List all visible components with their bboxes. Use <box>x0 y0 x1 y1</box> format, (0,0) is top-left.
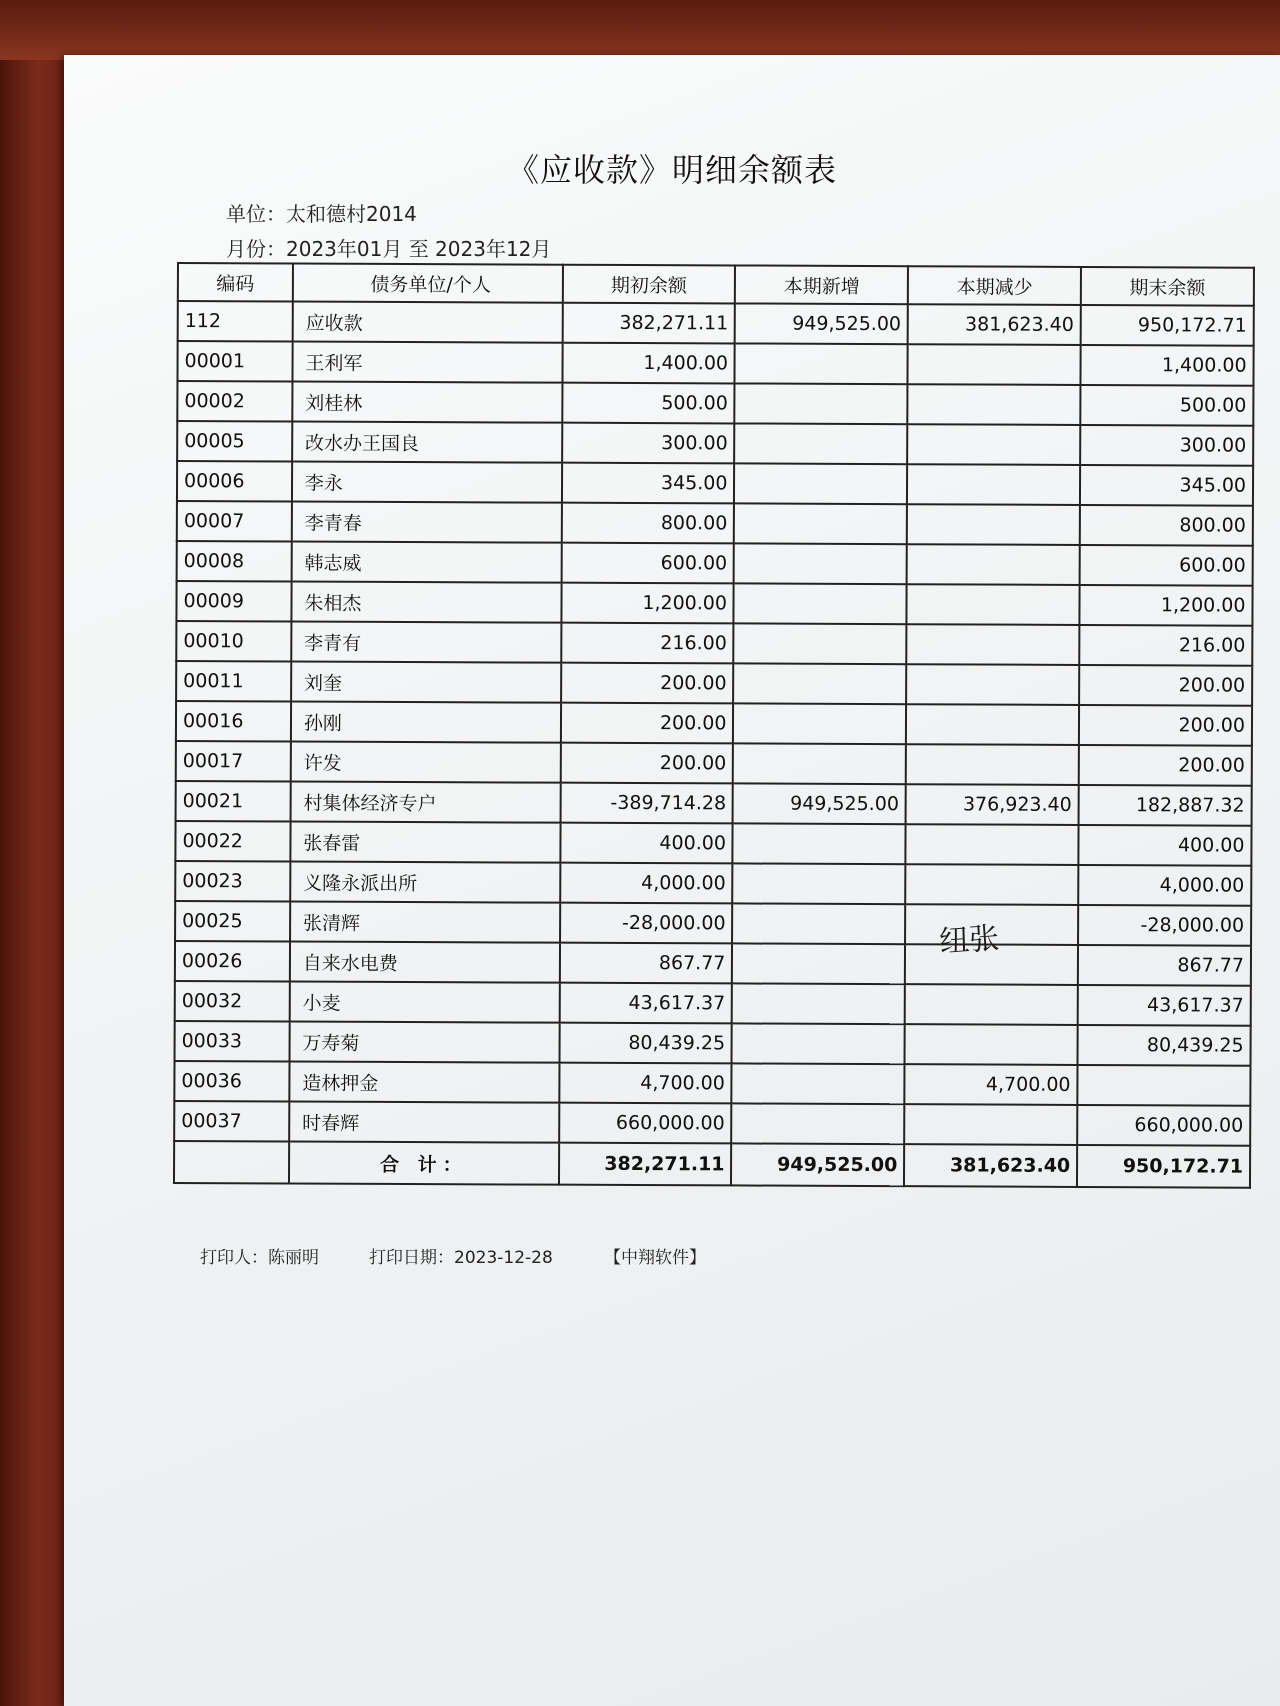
row-end: 345.00 <box>1080 465 1253 506</box>
row-add: 949,525.00 <box>735 303 908 344</box>
row-code: 00010 <box>176 621 291 662</box>
row-name: 许发 <box>291 742 561 783</box>
row-name: 孙刚 <box>291 702 561 743</box>
row-code: 00036 <box>174 1061 289 1102</box>
row-code: 00032 <box>175 981 290 1022</box>
row-code: 00008 <box>177 541 292 582</box>
table-row <box>176 701 1252 746</box>
row-end: 600.00 <box>1080 545 1253 586</box>
row-end: 400.00 <box>1079 825 1252 866</box>
row-sub <box>907 504 1080 545</box>
total-label: 合 计： <box>289 1141 559 1184</box>
row-begin: 382,271.11 <box>562 303 735 344</box>
wood-desk-left <box>0 0 64 1706</box>
table-row <box>175 901 1251 946</box>
row-add <box>732 943 905 984</box>
table-row <box>177 341 1253 386</box>
row-begin: 200.00 <box>560 743 733 784</box>
row-name: 朱相杰 <box>291 582 561 623</box>
row-code: 00017 <box>176 741 291 782</box>
row-end: 43,617.37 <box>1078 985 1251 1026</box>
row-code: 112 <box>178 301 293 342</box>
row-end: 200.00 <box>1079 705 1252 746</box>
row-sub <box>905 1024 1078 1065</box>
table-row <box>178 301 1254 346</box>
total-sub: 381,623.40 <box>904 1144 1077 1187</box>
row-begin: 1,200.00 <box>561 583 734 624</box>
total-end: 950,172.71 <box>1077 1145 1250 1188</box>
row-begin: 200.00 <box>561 703 734 744</box>
table-row <box>176 621 1252 666</box>
row-sub <box>907 464 1080 505</box>
table-row <box>175 1021 1251 1066</box>
row-end: 950,172.71 <box>1081 305 1254 346</box>
row-code: 00007 <box>177 501 292 542</box>
table-row <box>177 541 1253 586</box>
row-name: 王利军 <box>292 342 562 383</box>
row-sub <box>908 344 1081 385</box>
row-name: 张春雷 <box>290 822 560 863</box>
row-begin: -28,000.00 <box>560 903 733 944</box>
table-row <box>175 821 1251 866</box>
row-name: 刘奎 <box>291 662 561 703</box>
wood-desk-top <box>0 0 1280 60</box>
row-add <box>733 743 906 784</box>
table-header-row <box>178 263 1254 306</box>
row-sub <box>905 984 1078 1025</box>
row-sub <box>907 584 1080 625</box>
row-add <box>735 423 908 464</box>
row-code: 00026 <box>175 941 290 982</box>
row-sub <box>908 384 1081 425</box>
table-row <box>174 1061 1250 1106</box>
header-end-balance: 期末余额 <box>1081 267 1254 306</box>
row-code: 00023 <box>175 861 290 902</box>
row-begin: 216.00 <box>561 623 734 664</box>
total-row <box>174 1141 1250 1188</box>
row-add <box>734 663 907 704</box>
row-name: 村集体经济专户 <box>290 782 560 823</box>
row-name: 小麦 <box>290 981 560 1022</box>
row-name: 张清辉 <box>290 901 560 942</box>
table-row <box>175 941 1251 986</box>
table-row <box>176 781 1252 826</box>
row-add <box>735 343 908 384</box>
row-name: 刘桂林 <box>292 382 562 423</box>
row-sub <box>907 544 1080 585</box>
total-begin: 382,271.11 <box>559 1143 732 1186</box>
row-code: 00001 <box>177 341 292 382</box>
row-code: 00011 <box>176 661 291 702</box>
table-row <box>177 421 1253 466</box>
row-code: 00016 <box>176 701 291 742</box>
row-name: 李永 <box>292 462 562 503</box>
row-end: -28,000.00 <box>1078 905 1251 946</box>
header-begin-balance: 期初余额 <box>562 265 735 304</box>
total-add: 949,525.00 <box>731 1143 904 1186</box>
row-code: 00009 <box>176 581 291 622</box>
row-name: 韩志威 <box>291 542 561 583</box>
row-begin: 200.00 <box>561 663 734 704</box>
row-code: 00033 <box>175 1021 290 1062</box>
row-begin: 1,400.00 <box>562 343 735 384</box>
row-begin: 500.00 <box>562 383 735 424</box>
row-add <box>734 623 907 664</box>
row-begin: 345.00 <box>562 463 735 504</box>
row-code: 00006 <box>177 461 292 502</box>
row-add <box>732 1023 905 1064</box>
row-begin: 800.00 <box>561 503 734 544</box>
row-code: 00037 <box>174 1101 289 1142</box>
table-row <box>174 1101 1250 1146</box>
row-end: 4,000.00 <box>1078 865 1251 906</box>
footer-print-date: 打印日期：2023-12-28 <box>369 1248 553 1268</box>
header-debtor: 债务单位/个人 <box>293 264 563 303</box>
row-code: 00002 <box>177 381 292 422</box>
row-sub <box>906 824 1079 865</box>
header-period-sub: 本期减少 <box>908 266 1081 305</box>
row-add <box>734 583 907 624</box>
row-add <box>734 503 907 544</box>
table-row <box>175 981 1251 1026</box>
row-end: 1,200.00 <box>1080 585 1253 626</box>
row-end: 867.77 <box>1078 945 1251 986</box>
row-begin: 400.00 <box>560 823 733 864</box>
table-row <box>176 741 1252 786</box>
row-end: 200.00 <box>1079 745 1252 786</box>
row-sub <box>906 704 1079 745</box>
table-row <box>177 381 1253 426</box>
row-begin: 300.00 <box>562 423 735 464</box>
row-end: 500.00 <box>1080 385 1253 426</box>
row-add <box>733 703 906 744</box>
handwritten-signature: 纽张 <box>938 920 1001 961</box>
row-name: 李青有 <box>291 622 561 663</box>
row-begin: 867.77 <box>559 943 732 984</box>
row-add <box>734 543 907 584</box>
row-code: 00021 <box>176 781 291 822</box>
row-add <box>733 903 906 944</box>
row-end: 182,887.32 <box>1079 785 1252 826</box>
balance-table <box>173 262 1255 1189</box>
row-add <box>732 1103 905 1144</box>
row-sub <box>904 1104 1077 1145</box>
footer-software: 【中翔软件】 <box>604 1248 706 1268</box>
row-name: 李青春 <box>292 502 562 543</box>
row-begin: 43,617.37 <box>559 983 732 1024</box>
row-sub: 376,923.40 <box>906 784 1079 825</box>
table-row <box>177 461 1253 506</box>
row-begin: -389,714.28 <box>560 783 733 824</box>
row-name: 改水办王国良 <box>292 422 562 463</box>
row-begin: 600.00 <box>561 543 734 584</box>
row-sub <box>907 624 1080 665</box>
row-code: 00022 <box>175 821 290 862</box>
row-code: 00025 <box>175 901 290 942</box>
document-title: 《应收款》明细余额表 <box>506 151 837 189</box>
row-begin: 4,700.00 <box>559 1063 732 1104</box>
row-name: 义隆永派出所 <box>290 861 560 902</box>
row-add: 949,525.00 <box>733 783 906 824</box>
row-end: 216.00 <box>1079 625 1252 666</box>
header-period-add: 本期新增 <box>735 265 908 304</box>
row-add <box>735 383 908 424</box>
row-name: 万寿菊 <box>289 1021 559 1062</box>
row-sub: 4,700.00 <box>905 1064 1078 1105</box>
row-add <box>733 823 906 864</box>
row-end: 800.00 <box>1080 505 1253 546</box>
unit-line: 单位：太和德村2014 <box>226 202 417 226</box>
row-end <box>1077 1065 1250 1106</box>
row-name: 造林押金 <box>289 1061 559 1102</box>
table-row <box>176 661 1252 706</box>
row-code: 00005 <box>177 421 292 462</box>
row-end: 300.00 <box>1080 425 1253 466</box>
row-end: 1,400.00 <box>1081 345 1254 386</box>
row-begin: 660,000.00 <box>559 1103 732 1144</box>
header-code: 编码 <box>178 263 293 302</box>
row-add <box>734 463 907 504</box>
footer-printer: 打印人：陈丽明 <box>200 1248 319 1268</box>
row-sub <box>906 744 1079 785</box>
row-name: 时春辉 <box>289 1101 559 1142</box>
table-row <box>177 501 1253 546</box>
row-add <box>732 1063 905 1104</box>
row-sub: 381,623.40 <box>908 304 1081 345</box>
table-row <box>176 581 1252 626</box>
row-sub <box>906 664 1079 705</box>
row-sub <box>906 864 1079 905</box>
table-row <box>175 861 1251 906</box>
row-name: 应收款 <box>293 302 563 343</box>
row-add <box>732 983 905 1024</box>
row-end: 660,000.00 <box>1077 1105 1250 1146</box>
row-end: 80,439.25 <box>1078 1025 1251 1066</box>
month-line: 月份：2023年01月 至 2023年12月 <box>226 237 552 261</box>
row-name: 自来水电费 <box>290 941 560 982</box>
row-end: 200.00 <box>1079 665 1252 706</box>
row-sub <box>907 424 1080 465</box>
row-add <box>733 863 906 904</box>
paper-sheet <box>64 55 1280 1706</box>
row-begin: 80,439.25 <box>559 1023 732 1064</box>
row-begin: 4,000.00 <box>560 863 733 904</box>
total-code-cell <box>174 1141 289 1184</box>
